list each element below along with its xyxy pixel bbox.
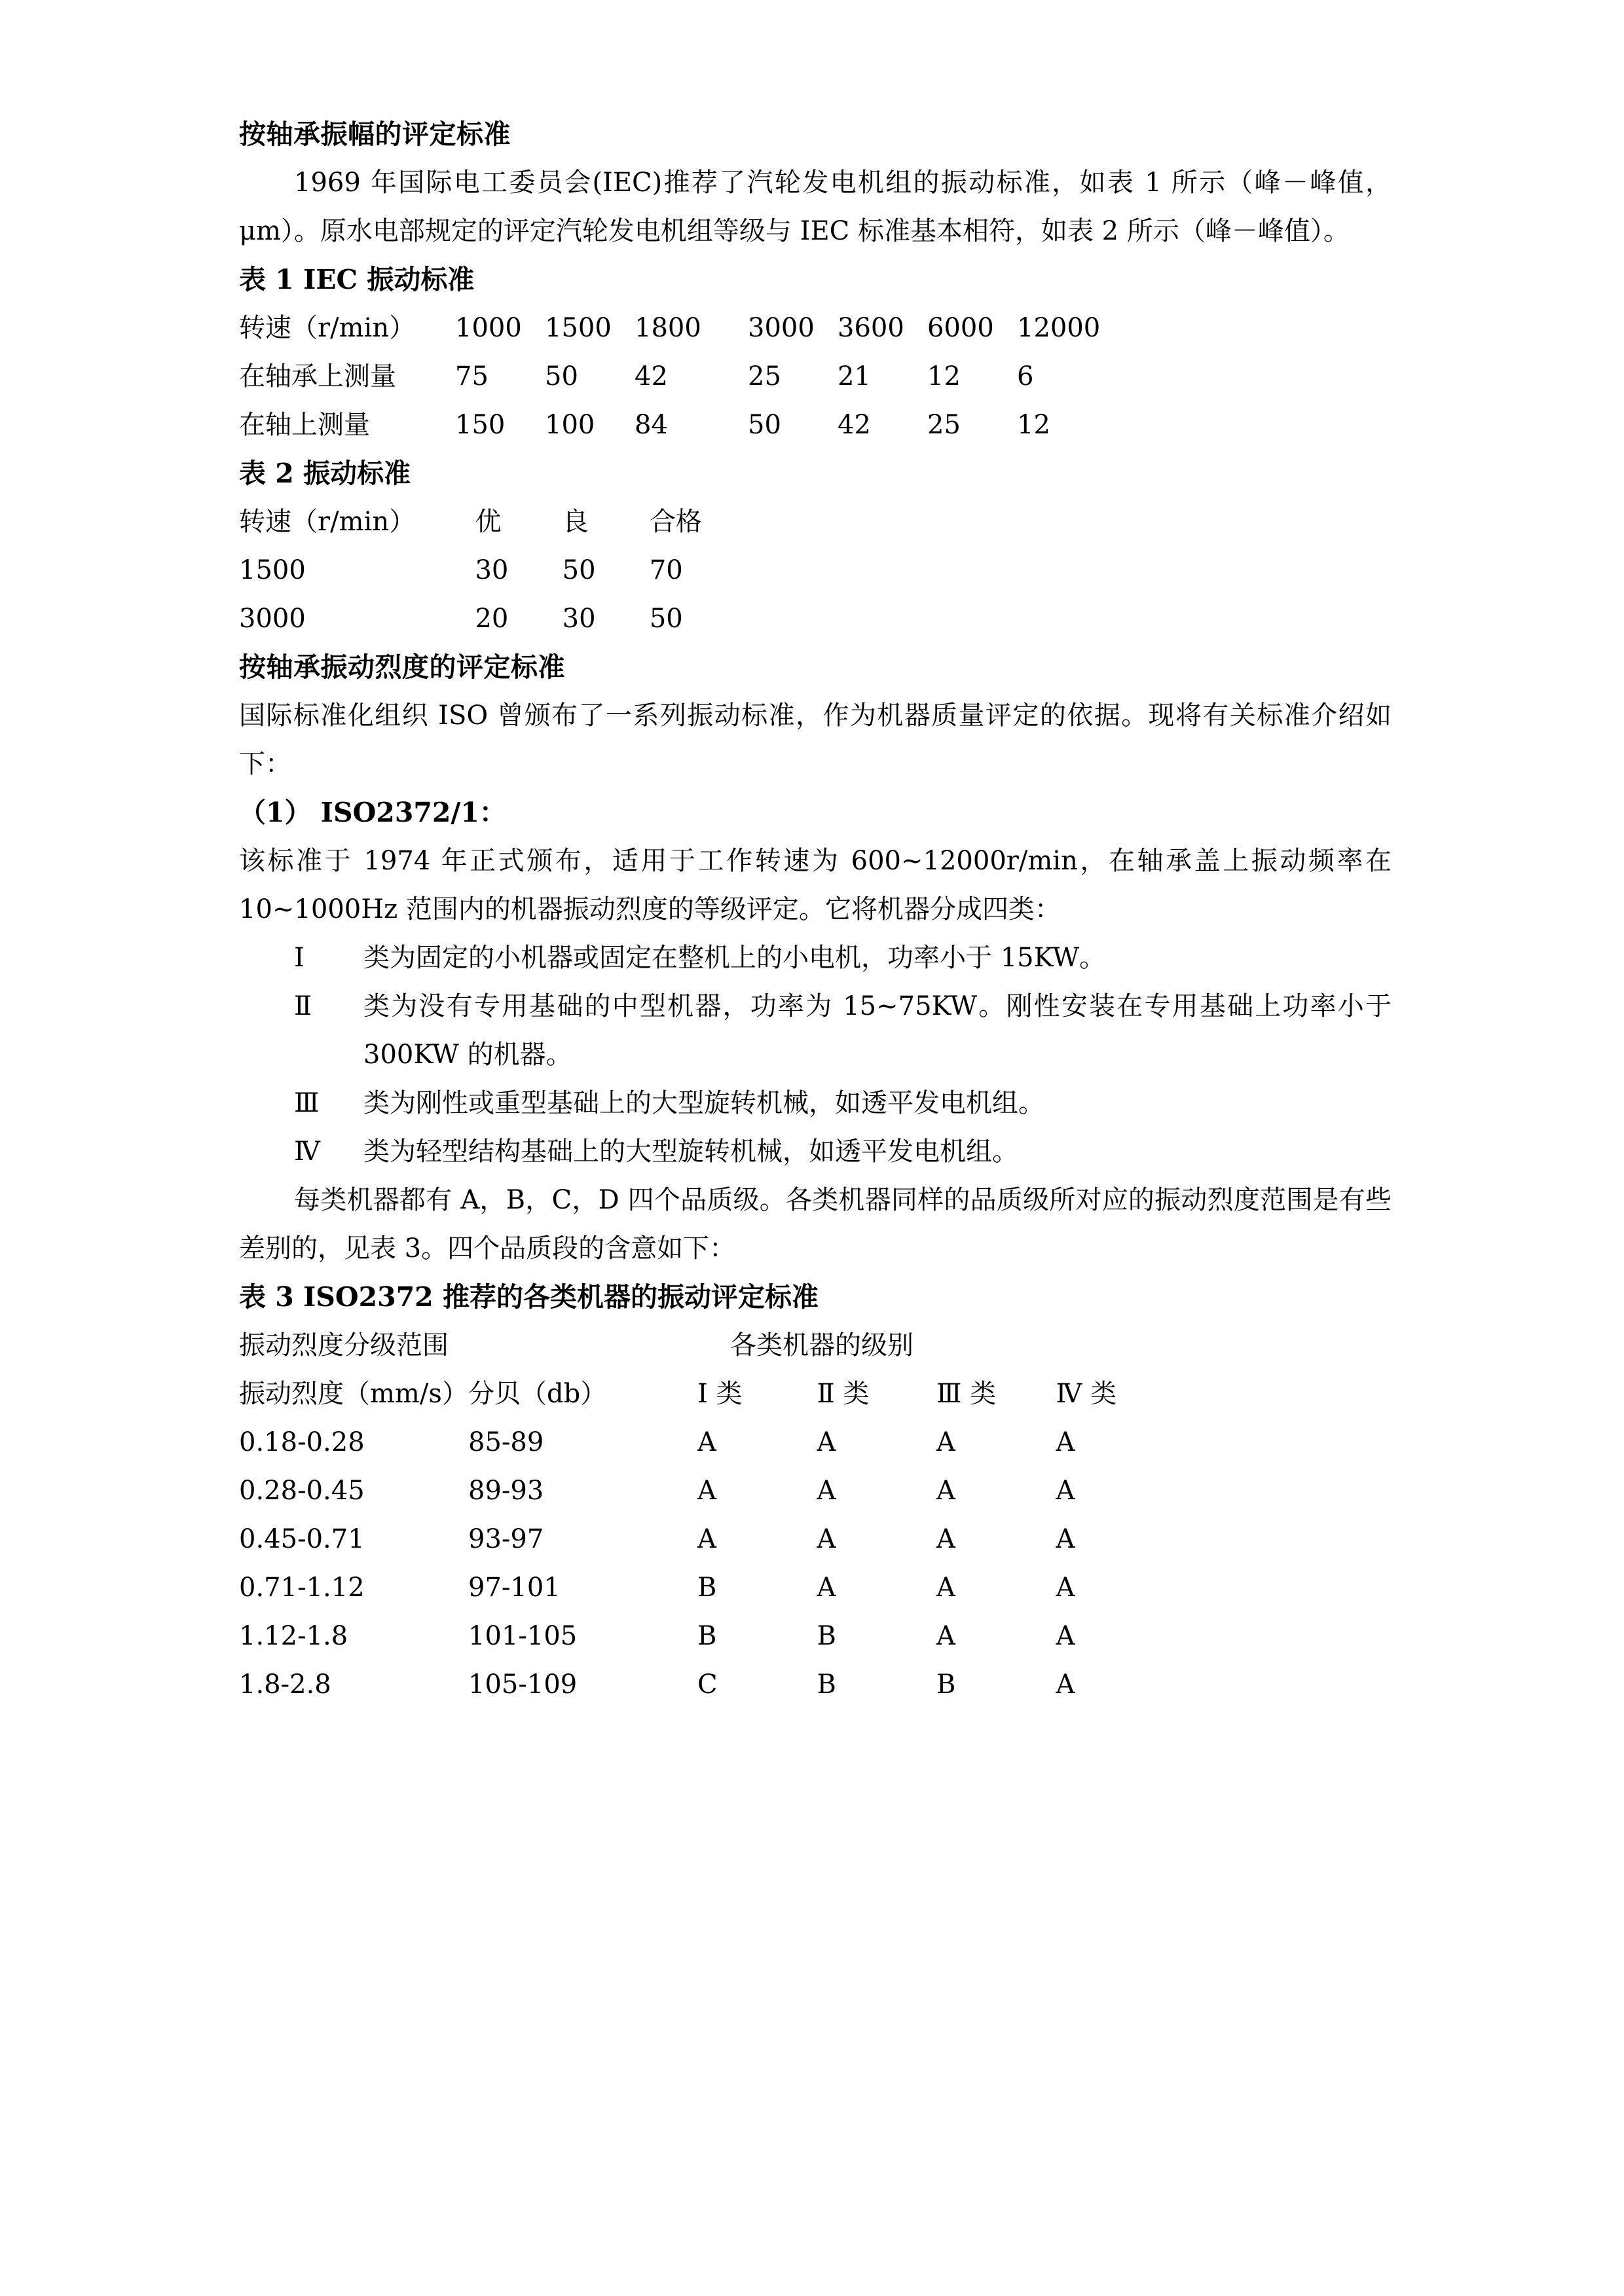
table3-row5-grade3: B: [936, 1669, 956, 1700]
table3-row0-grade4: A: [1056, 1427, 1075, 1457]
table1-row0-cell6: 12000: [1017, 313, 1101, 343]
list-item: [239, 1127, 1392, 1176]
table3-row4-grade2: B: [817, 1621, 836, 1651]
table3-col-header-severity: 振动烈度（mm/s）: [239, 1379, 468, 1409]
table1-row0-cell4: 3600: [838, 313, 904, 343]
table3-row0-db: 85-89: [468, 1427, 544, 1457]
table1-row2-cell6: 12: [1017, 410, 1050, 440]
table3-col-header-class3: Ⅲ 类: [936, 1379, 997, 1409]
table3-group-header-classes: 各类机器的级别: [730, 1330, 913, 1360]
table3-caption: 表 3 ISO2372 推荐的各类机器的振动评定标准: [239, 1281, 819, 1313]
table1-row2-cell4: 42: [838, 410, 871, 440]
section-heading-bearing-severity: 按轴承振动烈度的评定标准: [239, 651, 565, 683]
table3-col-header-class2: Ⅱ 类: [817, 1379, 870, 1409]
table1-caption: 表 1 IEC 振动标准: [239, 264, 475, 295]
table1-row1-cell5: 12: [927, 361, 961, 392]
table3-row3-grade1: B: [697, 1573, 717, 1603]
table-row: [239, 1418, 1175, 1467]
section2-intro-paragraph: 国际标准化组织 ISO 曾颁布了一系列振动标准，作为机器质量评定的依据。现将有关标准介绍如下：: [239, 701, 1392, 779]
document-body: [239, 110, 1392, 1709]
class-text: 类为刚性或重型基础上的大型旋转机械，如透平发电机组。: [363, 1088, 1044, 1118]
section1-intro-paragraph: 1969 年国际电工委员会(IEC)推荐了汽轮发电机组的振动标准，如表 1 所示（峰－峰值，μm）。原水电部规定的评定汽轮发电机组等级与 IEC 标准基本相符，如表 2 所示（峰－峰值）。: [239, 168, 1392, 246]
list-item: [239, 982, 1392, 1079]
table3-row5-severity: 1.8-2.8: [239, 1669, 331, 1700]
table-vibration-standard: [239, 498, 737, 643]
table-iso2372-machine-grades: [239, 1321, 1175, 1709]
table-group-header-row: [239, 1321, 1175, 1370]
table1-row2-cell2: 84: [635, 410, 668, 440]
table2-row0-cell0: 30: [475, 555, 509, 585]
list-item: [239, 1079, 1392, 1127]
table3-row0-severity: 0.18-0.28: [239, 1427, 365, 1457]
table2-header-label: 转速（r/min）: [239, 507, 416, 537]
table2-row1-label: 3000: [239, 604, 306, 634]
table-row: [239, 1563, 1175, 1612]
table2-row0-label: 1500: [239, 555, 306, 585]
table1-row1-cell2: 42: [635, 361, 668, 392]
table1-row1-label: 在轴承上测量: [239, 361, 396, 392]
table-row: [239, 546, 737, 594]
table3-row4-grade3: A: [936, 1621, 955, 1651]
table-row: [239, 352, 1107, 401]
table2-row0-cell2: 70: [649, 555, 683, 585]
subheading-iso2372-1: （1） ISO2372/1：: [239, 797, 506, 828]
table1-row1-cell0: 75: [455, 361, 489, 392]
table3-row3-grade4: A: [1056, 1573, 1075, 1603]
table3-row4-db: 101-105: [468, 1621, 578, 1651]
table3-row2-grade3: A: [936, 1524, 955, 1554]
table-row: [239, 401, 1107, 449]
table2-row1-cell2: 50: [649, 604, 683, 634]
table1-row0-cell3: 3000: [748, 313, 815, 343]
table2-row0-cell1: 50: [562, 555, 596, 585]
table-row: [239, 594, 737, 643]
section-heading-bearing-amplitude: 按轴承振幅的评定标准: [239, 118, 511, 150]
table3-row5-grade2: B: [817, 1669, 836, 1700]
table1-row2-cell5: 25: [927, 410, 961, 440]
table1-row2-cell0: 150: [455, 410, 506, 440]
table2-caption: 表 2 振动标准: [239, 458, 411, 489]
table1-row0-label: 转速（r/min）: [239, 313, 416, 343]
class-text: 类为轻型结构基础上的大型旋转机械，如透平发电机组。: [363, 1137, 1018, 1167]
table3-row1-grade1: A: [697, 1476, 716, 1506]
table3-row3-db: 97-101: [468, 1573, 561, 1603]
table3-row1-grade4: A: [1056, 1476, 1075, 1506]
section2-body-paragraph: 该标准于 1974 年正式颁布，适用于工作转速为 600~12000r/min，在轴承盖上振动频率在 10~1000Hz 范围内的机器振动烈度的等级评定。它将机器分成四类：: [239, 846, 1392, 924]
table1-row0-cell0: 1000: [455, 313, 522, 343]
table1-row0-cell1: 1500: [545, 313, 612, 343]
table2-header-col2: 合格: [649, 507, 702, 537]
class-numeral: Ⅱ: [294, 991, 312, 1021]
table1-row0-cell5: 6000: [927, 313, 994, 343]
table3-row0-grade3: A: [936, 1427, 955, 1457]
table3-row3-grade3: A: [936, 1573, 955, 1603]
table1-row1-cell6: 6: [1017, 361, 1034, 392]
table3-row1-grade2: A: [817, 1476, 836, 1506]
class-text: 类为固定的小机器或固定在整机上的小电机，功率小于 15KW。: [363, 943, 1106, 973]
table-row: [239, 1612, 1175, 1660]
table3-row2-grade1: A: [697, 1524, 716, 1554]
table3-row2-grade4: A: [1056, 1524, 1075, 1554]
class-numeral: Ⅰ: [294, 943, 304, 973]
table3-row5-grade4: A: [1056, 1669, 1075, 1700]
table1-row2-cell3: 50: [748, 410, 781, 440]
section2-outro-paragraph: 每类机器都有 A，B，C，D 四个品质级。各类机器同样的品质级所对应的振动烈度范围是有些差别的，见表 3。四个品质段的含意如下：: [239, 1185, 1392, 1264]
table2-header-col0: 优: [475, 507, 502, 537]
table-row: [239, 1467, 1175, 1515]
table3-col-header-db: 分贝（db）: [468, 1379, 607, 1409]
table3-col-header-class4: Ⅳ 类: [1056, 1379, 1117, 1409]
table3-row4-severity: 1.12-1.8: [239, 1621, 348, 1651]
table-header-row: [239, 498, 737, 546]
table3-row3-severity: 0.71-1.12: [239, 1573, 365, 1603]
table1-row1-cell1: 50: [545, 361, 578, 392]
table1-row1-cell4: 21: [838, 361, 871, 392]
table3-row0-grade2: A: [817, 1427, 836, 1457]
machine-class-list: [239, 934, 1392, 1176]
table-row: [239, 1660, 1175, 1709]
table2-header-col1: 良: [562, 507, 589, 537]
table-row: [239, 1515, 1175, 1563]
table3-row0-grade1: A: [697, 1427, 716, 1457]
table3-row1-severity: 0.28-0.45: [239, 1476, 365, 1506]
table3-row3-grade2: A: [817, 1573, 836, 1603]
table2-row1-cell0: 20: [475, 604, 509, 634]
class-text: 类为没有专用基础的中型机器，功率为 15~75KW。刚性安装在专用基础上功率小于 300KW 的机器。: [363, 991, 1392, 1070]
table2-row1-cell1: 30: [562, 604, 596, 634]
table-iec-vibration-standard: [239, 304, 1107, 449]
table1-row1-cell3: 25: [748, 361, 781, 392]
table3-row2-db: 93-97: [468, 1524, 544, 1554]
table3-group-header-severity: 振动烈度分级范围: [239, 1330, 449, 1360]
table-row: [239, 304, 1107, 352]
table3-row5-grade1: C: [697, 1669, 718, 1700]
table3-row4-grade4: A: [1056, 1621, 1075, 1651]
table3-col-header-class1: Ⅰ 类: [697, 1379, 743, 1409]
class-numeral: Ⅳ: [294, 1137, 320, 1167]
class-numeral: Ⅲ: [294, 1088, 320, 1118]
table3-row4-grade1: B: [697, 1621, 717, 1651]
table3-row1-grade3: A: [936, 1476, 955, 1506]
table1-row2-label: 在轴上测量: [239, 410, 370, 440]
table3-row2-severity: 0.45-0.71: [239, 1524, 365, 1554]
table1-row0-cell2: 1800: [635, 313, 701, 343]
table-header-row: [239, 1370, 1175, 1418]
table1-row2-cell1: 100: [545, 410, 595, 440]
table3-row5-db: 105-109: [468, 1669, 578, 1700]
table3-row2-grade2: A: [817, 1524, 836, 1554]
list-item: [239, 934, 1392, 982]
table3-row1-db: 89-93: [468, 1476, 544, 1506]
